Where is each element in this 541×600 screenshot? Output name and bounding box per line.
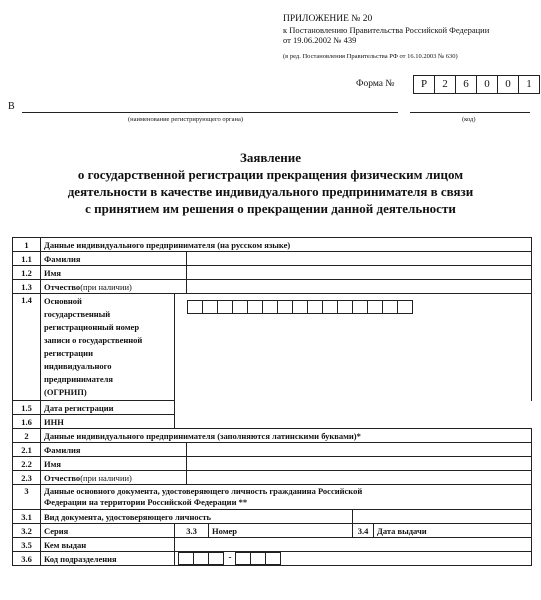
row-number: 3.2 bbox=[13, 524, 41, 538]
latin-name-input[interactable] bbox=[187, 457, 532, 471]
issued-by-input[interactable] bbox=[175, 538, 532, 552]
registration-date-cell[interactable] bbox=[175, 401, 532, 415]
field-label-note: (при наличии) bbox=[80, 281, 132, 292]
table-row bbox=[13, 457, 532, 471]
field-label: Имя bbox=[41, 457, 187, 471]
ogrnip-cell bbox=[175, 294, 532, 401]
field-label: Серия bbox=[41, 524, 175, 538]
table-row bbox=[13, 443, 532, 457]
field-label: Имя bbox=[41, 266, 187, 280]
application-table bbox=[12, 237, 532, 566]
department-code-boxes[interactable] bbox=[179, 552, 531, 565]
row-number: 2.2 bbox=[13, 457, 41, 471]
latin-patronymic-input[interactable] bbox=[187, 471, 532, 485]
registrar-code-field[interactable] bbox=[410, 112, 530, 113]
amendment-note: (в ред. Постановления Правительства РФ от 16.10.2003 № 630) bbox=[283, 52, 458, 60]
field-label: Код подразделения bbox=[41, 552, 175, 566]
section-heading: Данные индивидуального предпринимателя (на русском языке) bbox=[41, 238, 532, 252]
row-number: 3.4 bbox=[353, 524, 374, 538]
field-label bbox=[41, 280, 187, 294]
table-row bbox=[13, 429, 532, 443]
registrar-code-caption: (код) bbox=[462, 116, 476, 123]
row-number: 3.3 bbox=[175, 524, 209, 538]
table-row bbox=[13, 415, 532, 429]
field-label-line: индивидуального bbox=[44, 361, 112, 371]
field-label: Кем выдан bbox=[41, 538, 175, 552]
resolution-reference: к Постановлению Правительства Российской Федерации bbox=[283, 24, 490, 35]
row-number: 3.1 bbox=[13, 510, 41, 524]
document-header bbox=[283, 14, 489, 62]
form-code-cell: Р bbox=[413, 75, 435, 94]
section-heading: Данные индивидуального предпринимателя (заполняются латинскими буквами)* bbox=[41, 429, 532, 443]
form-number-label: Форма № bbox=[356, 79, 395, 89]
field-label-line: государственный bbox=[44, 309, 111, 319]
field-label bbox=[41, 294, 175, 401]
row-number: 2.1 bbox=[13, 443, 41, 457]
form-code-cell: 6 bbox=[455, 75, 477, 94]
department-code-cell bbox=[175, 552, 532, 566]
surname-input[interactable] bbox=[187, 252, 532, 266]
field-label-line: регистрации bbox=[44, 348, 93, 358]
table-row bbox=[13, 510, 532, 524]
row-number: 1.5 bbox=[13, 401, 41, 415]
field-label bbox=[41, 471, 187, 485]
row-number: 1.3 bbox=[13, 280, 41, 294]
table-row bbox=[13, 252, 532, 266]
field-label-line: Основной bbox=[44, 296, 82, 306]
row-number: 3 bbox=[13, 485, 41, 510]
field-label: Дата выдачи bbox=[374, 524, 532, 538]
table-row bbox=[13, 485, 532, 510]
title-line: о государственной регистрации прекращения физическим лицом bbox=[77, 167, 464, 182]
registrar-name-caption: (наименование регистрирующего органа) bbox=[128, 116, 244, 123]
field-label: Фамилия bbox=[41, 252, 187, 266]
table-row bbox=[13, 238, 532, 252]
registrar-name-field[interactable] bbox=[22, 112, 398, 113]
form-code-cell: 1 bbox=[518, 75, 540, 94]
row-number: 1.4 bbox=[13, 294, 41, 401]
table-row bbox=[13, 280, 532, 294]
row-number: 3.6 bbox=[13, 552, 41, 566]
row-number: 3.5 bbox=[13, 538, 41, 552]
field-label-line: регистрационный номер bbox=[44, 322, 140, 332]
row-number: 1 bbox=[13, 238, 41, 252]
resolution-date: от 19.06.2002 № 439 bbox=[283, 35, 357, 45]
inn-cell[interactable] bbox=[175, 415, 532, 429]
field-label-note: (при наличии) bbox=[80, 472, 132, 483]
field-label: Дата регистрации bbox=[41, 401, 175, 415]
field-label: Вид документа, удостоверяющего личность bbox=[41, 510, 353, 524]
row-number: 2.3 bbox=[13, 471, 41, 485]
field-label: Фамилия bbox=[41, 443, 187, 457]
department-code-dash: - bbox=[228, 552, 232, 562]
name-input[interactable] bbox=[187, 266, 532, 280]
title-line: с принятием им решения о прекращении данной деятельности bbox=[85, 201, 456, 216]
title-line: Заявление bbox=[239, 150, 302, 165]
field-label-line: записи о государственной bbox=[44, 335, 143, 345]
form-code-boxes bbox=[414, 75, 540, 94]
form-code-cell: 0 bbox=[497, 75, 519, 94]
table-row bbox=[13, 294, 532, 401]
field-label-line: (ОГРНИП) bbox=[44, 387, 87, 397]
field-label: ИНН bbox=[41, 415, 175, 429]
patronymic-input[interactable] bbox=[187, 280, 532, 294]
form-code-cell: 0 bbox=[476, 75, 498, 94]
table-row bbox=[13, 471, 532, 485]
table-row bbox=[13, 266, 532, 280]
table-row bbox=[13, 401, 532, 415]
registrar-prefix: В bbox=[8, 101, 15, 112]
table-row bbox=[13, 552, 532, 566]
appendix-number: ПРИЛОЖЕНИЕ № 20 bbox=[283, 14, 373, 24]
document-title bbox=[0, 149, 541, 217]
title-line: деятельности в качестве индивидуального предпринимателя в связи bbox=[67, 184, 474, 199]
table-row bbox=[13, 524, 532, 538]
field-label-line: предпринимателя bbox=[44, 374, 113, 384]
field-label-text: Отчество bbox=[44, 472, 81, 483]
ogrnip-digit-boxes[interactable] bbox=[188, 300, 528, 314]
latin-surname-input[interactable] bbox=[187, 443, 532, 457]
field-label-text: Отчество bbox=[44, 281, 81, 292]
section-heading-line: Федерации на территории Российской Федерации ** bbox=[44, 497, 248, 507]
section-heading-line: Данные основного документа, удостоверяющего личность гражданина Российской bbox=[44, 486, 363, 496]
table-row bbox=[13, 538, 532, 552]
row-number: 1.6 bbox=[13, 415, 41, 429]
row-number: 1.2 bbox=[13, 266, 41, 280]
row-number: 2 bbox=[13, 429, 41, 443]
document-type-input[interactable] bbox=[353, 510, 532, 524]
form-code-cell: 2 bbox=[434, 75, 456, 94]
field-label: Номер bbox=[209, 524, 353, 538]
section-heading bbox=[41, 485, 532, 510]
row-number: 1.1 bbox=[13, 252, 41, 266]
